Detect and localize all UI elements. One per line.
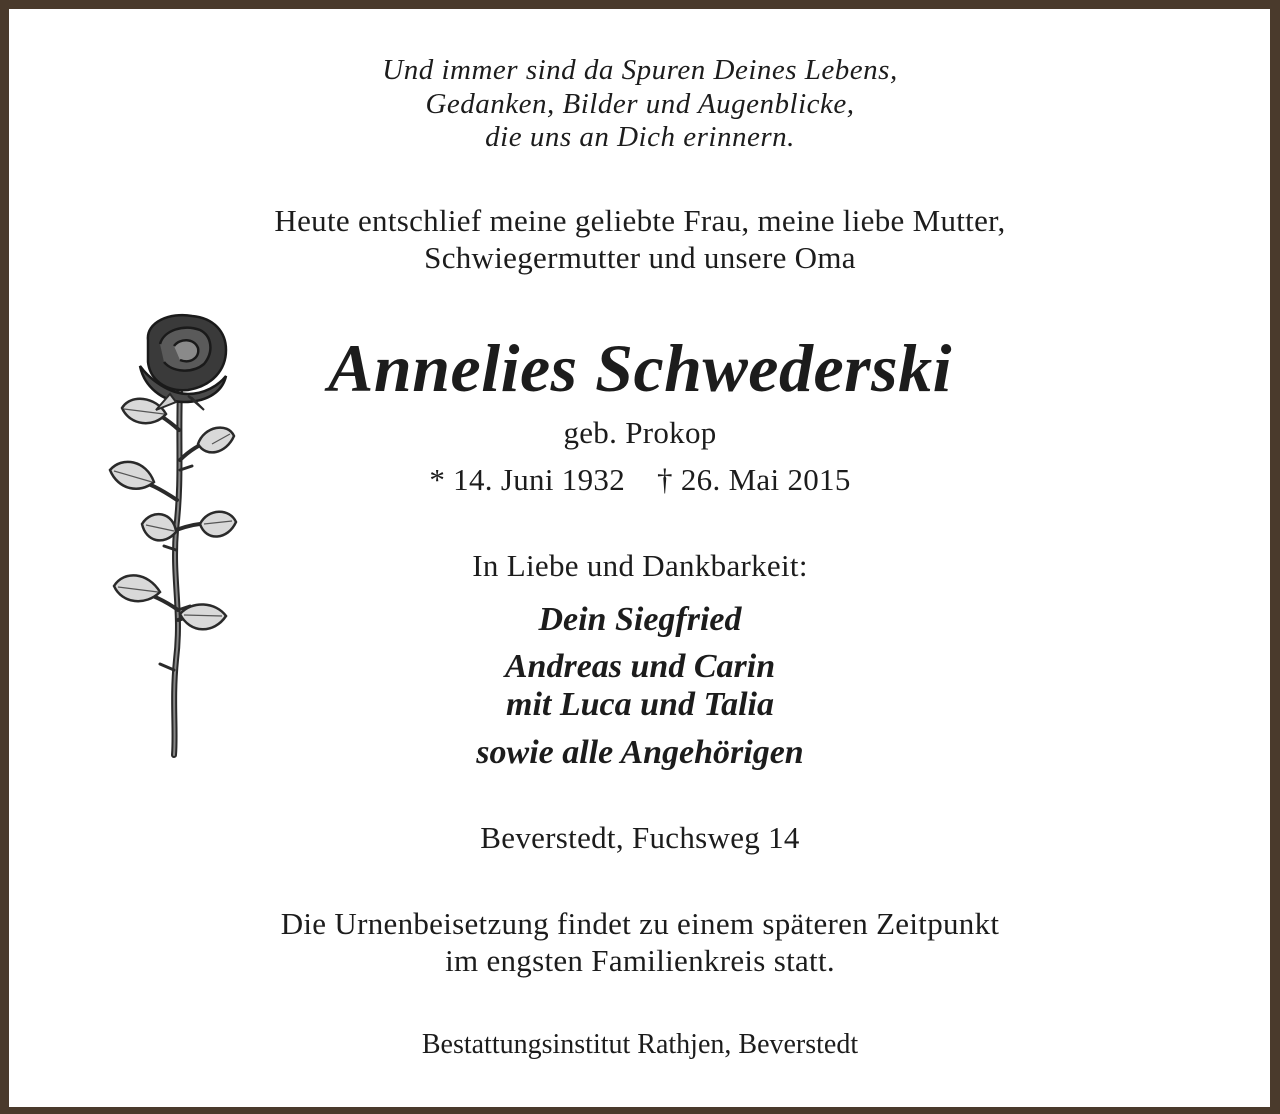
mourner-line-3: mit Luca und Talia (506, 686, 774, 723)
motto-line-1: Und immer sind da Spuren Deines Lebens, (382, 54, 898, 86)
burial-note-line-2: im engsten Familienkreis statt. (445, 943, 835, 978)
motto-line-2: Gedanken, Bilder und Augenblicke, (425, 88, 855, 120)
maiden-name: geb. Prokop (563, 415, 717, 450)
life-dates (0, 462, 1280, 498)
birth-date: * 14. Juni 1932 (429, 462, 626, 497)
mourner-line-1: Dein Siegfried (538, 601, 742, 638)
mourner-line-4: sowie alle Angehörigen (476, 734, 804, 771)
mourners-intro: In Liebe und Dankbarkeit: (472, 548, 808, 583)
address: Beverstedt, Fuchsweg 14 (480, 820, 800, 855)
announcement-line-1: Heute entschlief meine geliebte Frau, meine liebe Mutter, (274, 203, 1006, 238)
burial-note-line-1: Die Urnenbeisetzung findet zu einem späteren Zeitpunkt (280, 906, 1000, 941)
motto-line-3: die uns an Dich erinnern. (485, 121, 795, 153)
death-date: † 26. Mai 2015 (657, 462, 851, 497)
mourner-line-2: Andreas und Carin (504, 648, 776, 685)
funeral-home: Bestattungsinstitut Rathjen, Beverstedt (421, 1029, 859, 1060)
announcement-line-2: Schwiegermutter und unsere Oma (424, 240, 856, 275)
deceased-name: Annelies Schwederski (328, 330, 952, 406)
